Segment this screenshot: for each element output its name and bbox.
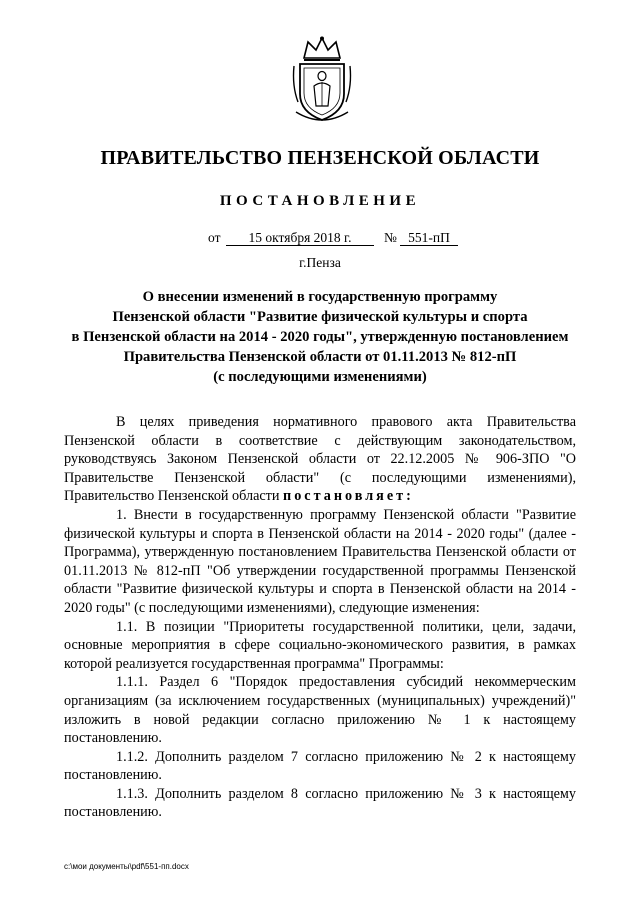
paragraph-1-1-3: 1.1.3. Дополнить разделом 8 согласно приложению № 3 к настоящему постановлению.: [64, 785, 576, 821]
subject-line: (с последующими изменениями): [213, 369, 427, 385]
date-prefix: от: [208, 230, 221, 245]
paragraph-1: 1. Внести в государственную программу Пензенской области "Развитие физической культуры и спорта в Пензенской области на 2014 - 2020 годы" (далее - Программа), утвержденную постановлением Правительства Пензенской области от 01.11.2013 № 812-пП "Об утверждении государственной программы Пензенской области "Развитие физической культуры и спорта в Пензенской области на 2014 - 2020 годы" (с последующими изменениями), следующие изменения:: [64, 506, 576, 616]
paragraph-1-1: 1.1. В позиции "Приоритеты государственной политики, цели, задачи, основные мероприятия в сфере социально-экономического развития, в рамках которой реализуется государственная программа" Программы:: [64, 618, 576, 672]
subject-line: О внесении изменений в государственную программу: [142, 289, 498, 305]
city: г.Пенза: [299, 255, 341, 270]
document-subject: [60, 287, 580, 387]
subject-line: Правительства Пензенской области от 01.11.2013 № 812-пП: [123, 349, 517, 365]
document-type: ПОСТАНОВЛЕНИЕ: [219, 193, 421, 209]
subject-line: в Пензенской области на 2014 - 2020 годы", утвержденную постановлением: [71, 329, 569, 345]
decree-word: постановляет:: [283, 488, 414, 505]
document-body: [64, 413, 576, 822]
intro-paragraph: [64, 413, 576, 506]
intro-text: В целях приведения нормативного правового акта Правительства Пензенской области в соответствие с действующим законодательством, руководствуясь Законом Пензенской области от 22.12.2005 № 906-ЗПО "О Правительстве Пензенской области" (с последующими изменениями), Правительство Пензенской области: [64, 414, 576, 505]
document-date: 15 октября 2018 г.: [248, 230, 352, 245]
number-prefix: №: [384, 230, 397, 245]
document-number: 551-пП: [408, 230, 450, 245]
subject-line: Пензенской области "Развитие физической культуры и спорта: [112, 309, 528, 325]
file-path-footer: c:\мои документы\pdf\551-пп.docx: [64, 862, 189, 871]
paragraph-1-1-2: 1.1.2. Дополнить разделом 7 согласно приложению № 2 к настоящему постановлению.: [64, 748, 576, 784]
paragraph-1-1-1: 1.1.1. Раздел 6 "Порядок предоставления субсидий некоммерческим организациям (за исключением государственных (муниципальных) учреждений)" изложить в новой редакции согласно приложению № 1 к настоящему постановлению.: [64, 674, 576, 747]
government-title: ПРАВИТЕЛЬСТВО ПЕНЗЕНСКОЙ ОБЛАСТИ: [100, 147, 540, 169]
penza-coat-of-arms-icon: [290, 36, 354, 124]
